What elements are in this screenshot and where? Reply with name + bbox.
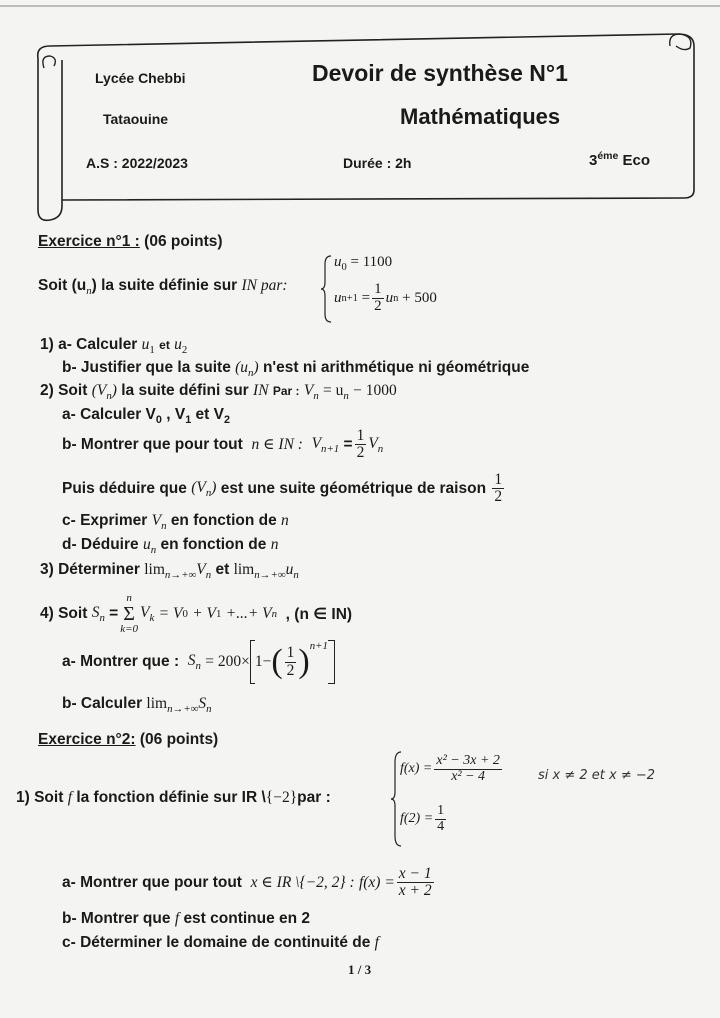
ex1-q2a: a- Calculer $V_0$ , $V_1$ et $V_2$: [62, 406, 231, 427]
exam-duration: Durée : 2h: [343, 155, 412, 171]
ex1-q4: 4) Soit $S_n$ = n Σ k=0 $V_k$ = V 0 + V 1 +...+ V n , (n ∈ IN): [40, 592, 353, 635]
ex1-q2c: c- Exprimer $V_n$ en fonction de n: [62, 512, 289, 533]
school-year: A.S : 2022/2023: [86, 155, 188, 171]
ex1-q2: 2) Soit $(V_n)$ la suite défini sur IN Par : $V_n = u_n - 1000$: [40, 382, 397, 403]
page-number: 1 / 3: [348, 962, 372, 977]
handwritten-note: si x ≠ 2 et x ≠ −2: [538, 768, 656, 783]
ex1-q1a: 1) a- Calculer $u_1$ et $u_2$: [40, 336, 188, 357]
ex2-qc: c- Déterminer le domaine de continuité de f: [62, 934, 379, 951]
city-name: Tataouine: [103, 111, 169, 127]
ex1-q4a: a- Montrer que : $S_n$ = 200× 1− ( $\frac{1}{2}$ ) $^{n+1}$: [62, 640, 335, 684]
system-brace: [320, 254, 332, 324]
subject-title: Mathématiques: [400, 104, 561, 129]
ex2-piecewise-function: f(x) = $\frac{\text{x² − 3x + 2}}{\text{x² − 4}}$ f(2) = $\frac{1}{4}$: [390, 748, 530, 848]
class-level: $3^{éme}$ Eco: [589, 150, 651, 169]
ex2-q1: 1) Soit f la fonction définie sur IR \{−2}par :: [16, 789, 331, 806]
ex2-qb: b- Montrer que f est continue en 2: [62, 910, 311, 927]
ex1-q4b: b- Calculer $\lim_{n\to+\infty}S_n$: [62, 695, 212, 716]
exercise-2-heading: Exercice n°2: (06 points): [38, 731, 219, 748]
exercise-1-heading: Exercice n°1 : (06 points): [38, 233, 223, 250]
ex1-q3: 3) Déterminer $\lim_{n\to+\infty}V_n$ et $\lim_{n\to+\infty}u_n$: [40, 561, 299, 582]
ex1-q1b: b- Justifier que la suite $(u_n)$ n'est ni arithmétique ni géométrique: [62, 359, 530, 380]
exam-title: Devoir de synthèse N°1: [312, 60, 568, 86]
ex1-q2b: b- Montrer que pour tout n ∈ IN : $V_{n+1}$ = $\frac{1}{2}$ $V_n$: [62, 427, 384, 462]
ex2-qa: a- Montrer que pour tout x ∈ IR \{−2, 2} : f(x) = $\frac{x - 1}{x + 2}$: [62, 865, 432, 900]
ex1-q2d: d- Déduire $u_n$ en fonction de n: [62, 536, 279, 557]
school-name: Lycée Chebbi: [95, 70, 186, 86]
ex1-q2b-deduce: Puis déduire que $(V_n)$ est une suite géométrique de raison $\frac{1}{2}$: [62, 471, 503, 506]
ex1-intro: Soit $(u_n)$ la suite définie sur IN par:: [38, 277, 288, 298]
